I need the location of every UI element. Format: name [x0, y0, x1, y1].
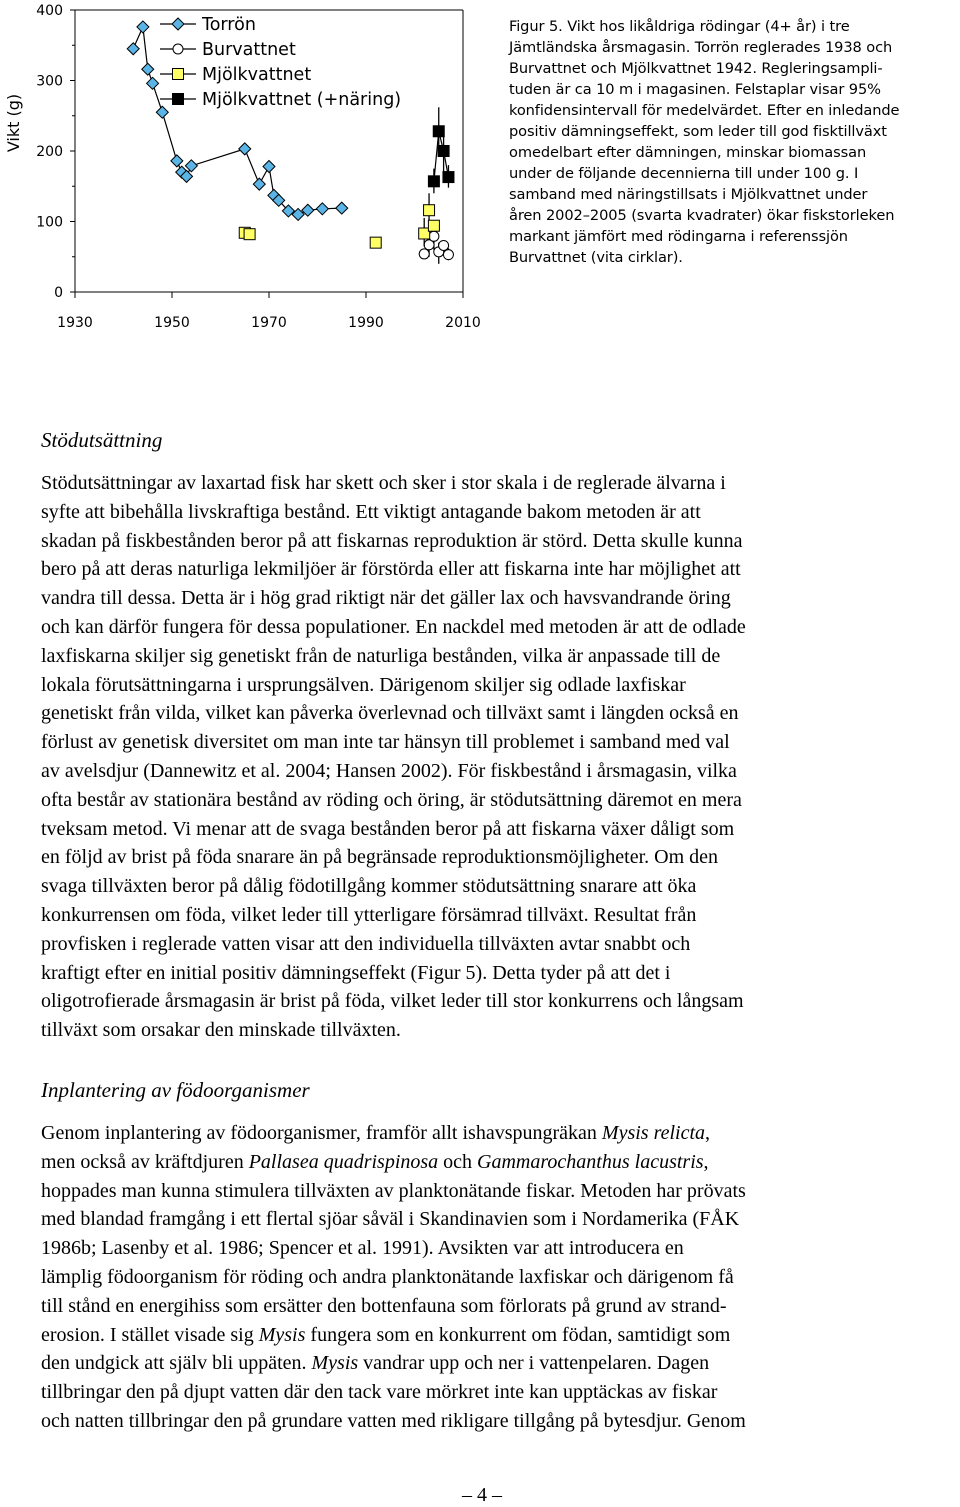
data-point [424, 205, 435, 216]
paragraph-line: med blandad framgång i ett flertal sjöar såväl i Skandinavien som i Nordamerika (FÅK [41, 1208, 740, 1231]
paragraph-line: kraftigt efter en initial positiv dämningseffekt (Figur 5). Detta tyder på att det i [41, 961, 671, 984]
paragraph-line: av avelsdjur (Dannewitz et al. 2004; Hansen 2002). För fiskbestånd i årsmagasin, vilka [41, 759, 737, 782]
data-point [127, 43, 139, 55]
data-point [443, 250, 453, 260]
paragraph-line: Genom inplantering av födoorganismer, framför allt ishavspungräkan Mysis relicta, [41, 1122, 711, 1144]
section-heading-inplantering: Inplantering av födoorganismer [41, 1078, 310, 1102]
data-point [429, 231, 439, 241]
data-point [419, 249, 429, 259]
data-point [433, 126, 444, 137]
data-point [253, 178, 265, 190]
paragraph-line: laxfiskarna skiljer sig genetiskt från de naturliga bestånden, vilka är anpassade till de [41, 644, 721, 667]
y-tick-label: 300 [36, 73, 63, 90]
paragraph-line: skadan på fiskbestånden beror på att fiskarnas reproduktion är störd. Detta skulle kunna [41, 529, 743, 552]
species-name: Pallasea quadrispinosa [248, 1150, 439, 1173]
paragraph-line: tillväxt som orsakar den minskade tillväxten. [41, 1019, 401, 1042]
figure-5-chart [0, 0, 500, 340]
paragraph-line: lämplig födoorganism för röding och andra planktonätande laxfiskar och därigenom få [41, 1265, 734, 1288]
paragraph-line: oligotrofierade årsmagasin är brist på föda, vilket leder till stor konkurrens och långsam [41, 990, 744, 1013]
paragraph-line: till stånd en energihiss som ersätter den bottenfauna som förlorats på grund av strand- [41, 1294, 727, 1317]
paragraph-line: erosion. I stället visade sig Mysis fungera som en konkurrent om födan, samtidigt som [41, 1323, 731, 1346]
paragraph-line: en följd av brist på föda snarare än på begränsade reproduktionsmöjligheter. Om den [41, 846, 719, 869]
data-point [428, 220, 439, 231]
data-point [438, 146, 449, 157]
data-point [316, 203, 328, 215]
legend-label: Mjölkvattnet [202, 65, 312, 85]
legend-marker [173, 69, 184, 80]
data-point [171, 155, 183, 167]
data-point [428, 176, 439, 187]
species-name: Mysis relicta [601, 1122, 706, 1144]
caption-line: Jämtländska årsmagasin. Torrön reglerades 1938 och [509, 39, 893, 56]
data-point [244, 229, 255, 240]
paragraph-line: tveksam metod. Vi menar att de svaga bestånden beror på att fiskarna växer dåligt som [41, 817, 735, 840]
x-tick-label: 2010 [445, 315, 481, 331]
caption-line: positiv dämningseffekt, som leder till god fisktillväxt [509, 123, 887, 140]
caption-line: omedelbart efter dämningen, minskar biomassan [509, 144, 867, 161]
section-heading-stodutsattning: Stödutsättning [41, 428, 163, 452]
species-name: Mysis [258, 1323, 306, 1346]
caption-line: tuden är ca 10 m i magasinen. Felstaplar visar 95% [509, 81, 881, 98]
paragraph-line: men också av kräftdjuren Pallasea quadrispinosa och Gammarochanthus lacustris, [41, 1150, 709, 1173]
data-point [336, 202, 348, 214]
legend-label: Torrön [202, 15, 256, 35]
species-name: Gammarochanthus lacustris [477, 1150, 704, 1173]
legend-label: Mjölkvattnet (+näring) [202, 90, 402, 110]
paragraph-line: ofta består av stationära bestånd av röding och öring, är stödutsättning däremot en mera [41, 788, 742, 811]
section-body-inplantering [41, 1119, 941, 1436]
y-tick-label: 100 [36, 214, 63, 231]
paragraph-line: syfte att bibehålla livskraftiga bestånd. Ett viktigt antagande bakom metoden är att [41, 500, 701, 523]
paragraph-line: och kan därför fungera för dessa populationer. En nackdel med metoden är att de odlade [41, 615, 746, 638]
caption-line: samband med näringstillsats i Mjölkvattnet under [509, 186, 868, 203]
caption-line: konfidensintervall för medelvärdet. Efter en inledande [509, 102, 900, 119]
data-point [439, 240, 449, 250]
paragraph-line: konkurrensen om föda, vilket leder till ytterligare försämrad tillväxt. Resultat från [41, 903, 697, 926]
data-point [443, 172, 454, 183]
x-tick-label: 1930 [57, 315, 93, 331]
figure-caption [509, 16, 957, 268]
legend-marker [172, 18, 184, 30]
x-tick-label: 1950 [154, 315, 190, 331]
caption-line: Figur 5. Vikt hos likåldriga rödingar (4+ år) i tre [509, 18, 850, 35]
y-tick-label: 400 [36, 3, 63, 19]
y-tick-label: 200 [36, 144, 63, 160]
paragraph-line: genetiskt från vilda, vilket kan påverka överlevnad och tillväxt samt i längden också en [41, 702, 739, 725]
section-body-stodutsattning [41, 469, 941, 1045]
page-number-text: – 4 – [462, 1484, 502, 1506]
species-name: Mysis [311, 1352, 359, 1375]
x-tick-label: 1990 [348, 315, 384, 331]
data-point [147, 77, 159, 89]
legend-label: Burvattnet [202, 40, 296, 60]
data-point [239, 143, 251, 155]
paragraph-line: vandra till dessa. Detta är i hög grad riktigt när det gäller lax och havsvandrande öring [41, 587, 731, 610]
paragraph-line: bero på att deras naturliga lekmiljöer är förstörda eller att fiskarna inte har möjlighet att [41, 558, 741, 581]
chart-svg [0, 0, 500, 340]
data-point [142, 63, 154, 75]
legend-marker [173, 44, 183, 54]
data-point [263, 161, 275, 173]
legend-marker [173, 94, 184, 105]
data-point [156, 106, 168, 118]
x-tick-label: 1970 [251, 315, 287, 331]
caption-line: under de följande decennierna till under 100 g. I [509, 165, 859, 182]
paragraph-line: Stödutsättningar av laxartad fisk har skett och sker i stor skala i de reglerade älvarna i [41, 472, 726, 494]
data-point [185, 160, 197, 172]
data-point [370, 237, 381, 248]
paragraph-line: den undgick att själv bli uppäten. Mysis vandrar upp och ner i vattenpelaren. Dagen [41, 1352, 710, 1375]
paragraph-line: hoppades man kunna stimulera tillväxten av planktonätande fiskar. Metoden har prövats [41, 1179, 746, 1202]
y-tick-label: 0 [54, 285, 63, 301]
data-point [137, 21, 149, 33]
caption-line: åren 2002–2005 (svarta kvadrater) ökar fiskstorleken [509, 207, 895, 224]
caption-line: markant jämfört med rödingarna i referenssjön [509, 228, 848, 245]
paragraph-line: 1986b; Lasenby et al. 1986; Spencer et al. 1991). Avsikten var att introducera en [41, 1237, 684, 1260]
paragraph-line: och natten tillbringar den på grundare vatten med rikligare tillgång på bytesdjur. Genom [41, 1409, 746, 1432]
caption-line: Burvattnet och Mjölkvattnet 1942. Regleringsampli- [509, 60, 883, 77]
y-axis-label: Vikt (g) [4, 93, 23, 153]
paragraph-line: tillbringar den på djupt vatten där den tack vare mörkret inte kan upptäckas av fiskar [41, 1381, 718, 1404]
caption-line: Burvattnet (vita cirklar). [509, 249, 683, 266]
paragraph-line: provfisken i reglerade vatten visar att den individuella tillväxten avtar snabbt och [41, 932, 691, 955]
paragraph-line: förlust av genetisk diversitet om man inte tar hänsyn till problemet i samband med val [41, 731, 730, 754]
paragraph-line: lokala förutsättningarna i ursprungsälven. Därigenom skiljer sig odlade laxfiskar [41, 673, 686, 696]
paragraph-line: svaga tillväxten beror på dålig födotillgång kommer stödutsättning snarare att öka [41, 875, 697, 898]
